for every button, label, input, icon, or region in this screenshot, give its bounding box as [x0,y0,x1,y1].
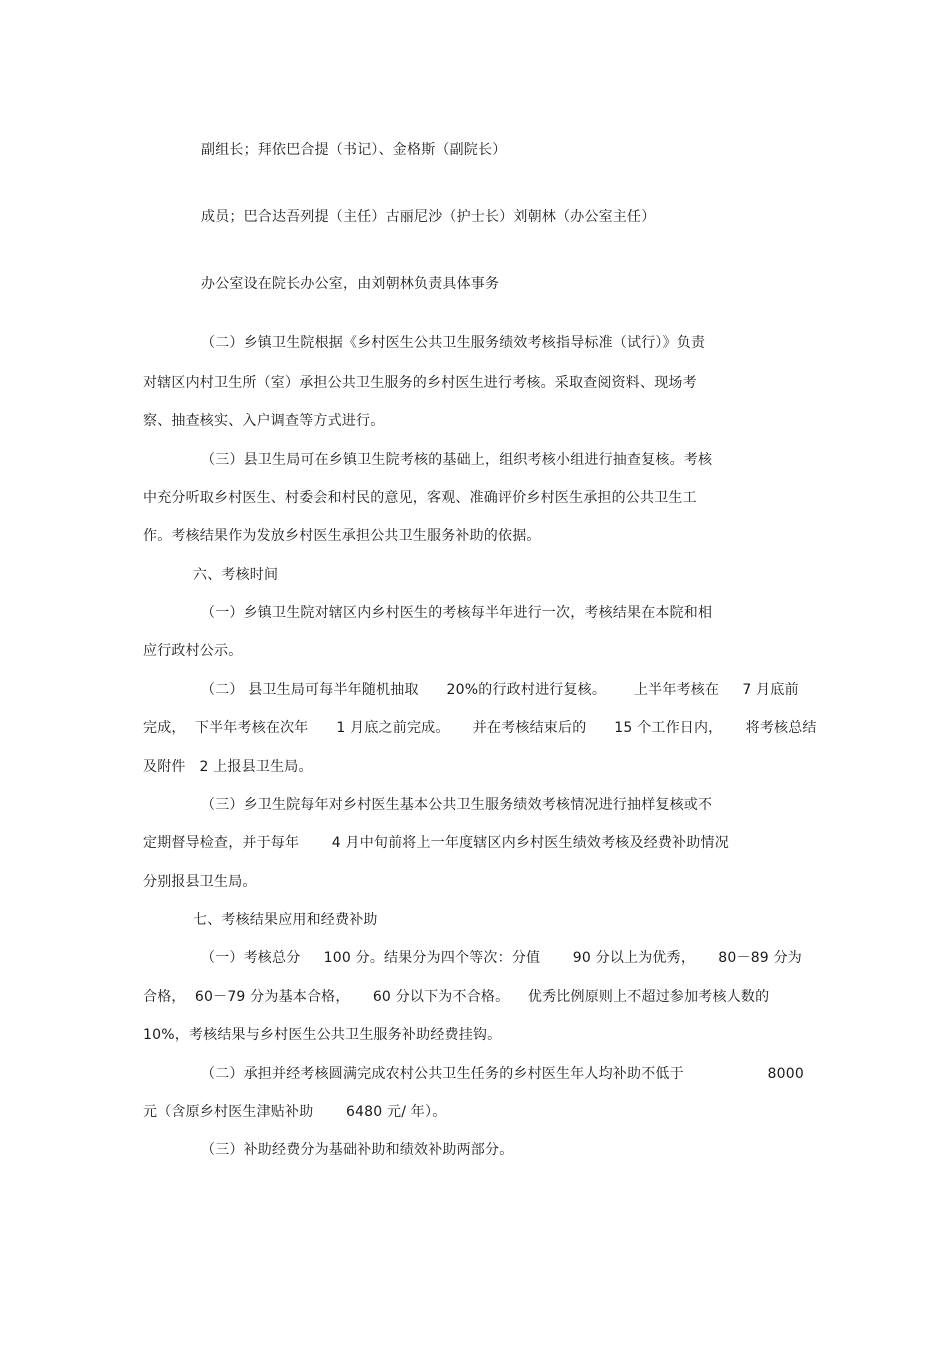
text-line: 10%，考核结果与乡村医生公共卫生服务补助经费挂钩。 [143,1027,502,1043]
text-line: 办公室设在院长办公室，由刘朝林负责具体事务 [201,276,500,292]
text-line: 分别报县卫生局。 [143,874,257,890]
text-line: 成员；巴合达吾列提（主任）古丽尼沙（护士长）刘朝林（办公室主任） [201,209,656,225]
text-line: （二）承担并经考核圆满完成农村公共卫生任务的乡村医生年人均补助不低于 8000 [201,1066,804,1082]
text-line: 元（含原乡村医生津贴补助 6480 元/ 年）。 [143,1104,447,1120]
text-line: 及附件 2 上报县卫生局。 [143,759,313,775]
text-line: 中充分听取乡村医生、村委会和村民的意见，客观、准确评价乡村医生承担的公共卫生工 [143,490,697,506]
text-line: 定期督导检查，并于每年 4 月中旬前将上一年度辖区内乡村医生绩效考核及经费补助情况 [143,835,729,851]
text-line: （三）县卫生局可在乡镇卫生院考核的基础上，组织考核小组进行抽查复核。考核 [201,452,713,468]
section-heading: 六、考核时间 [193,567,279,583]
text-line: 察、抽查核实、入户调查等方式进行。 [143,413,385,429]
section-heading: 七、考核结果应用和经费补助 [193,912,378,928]
text-line: （三）补助经费分为基础补助和绩效补助两部分。 [201,1142,514,1158]
text-line: 副组长；拜依巴合提（书记）、金格斯（副院长） [201,142,507,158]
text-line: 完成， 下半年考核在次年 1 月底之前完成。 并在考核结束后的 15 个工作日内， 将考核总结 [143,720,817,736]
text-line: 对辖区内村卫生所（室）承担公共卫生服务的乡村医生进行考核。采取查阅资料、现场考 [143,375,697,391]
text-line: （一）乡镇卫生院对辖区内乡村医生的考核每半年进行一次，考核结果在本院和相 [201,605,713,621]
text-line: 作。考核结果作为发放乡村医生承担公共卫生服务补助的依据。 [143,528,541,544]
text-line: （一）考核总分 100 分。结果分为四个等次：分值 90 分以上为优秀， 80－89 分为 [201,950,802,966]
text-line: （三）乡卫生院每年对乡村医生基本公共卫生服务绩效考核情况进行抽样复核或不 [201,797,713,813]
text-line: （二）乡镇卫生院根据《乡村医生公共卫生服务绩效考核指导标准（试行）》负责 [201,335,706,351]
text-line: 合格， 60－79 分为基本合格， 60 分以下为不合格。 优秀比例原则上不超过参加考核人数的 [143,989,770,1005]
text-line: 应行政村公示。 [143,643,243,659]
text-line: （二） 县卫生局可每半年随机抽取 20%的行政村进行复核。 上半年考核在 7 月底前 [201,682,799,698]
